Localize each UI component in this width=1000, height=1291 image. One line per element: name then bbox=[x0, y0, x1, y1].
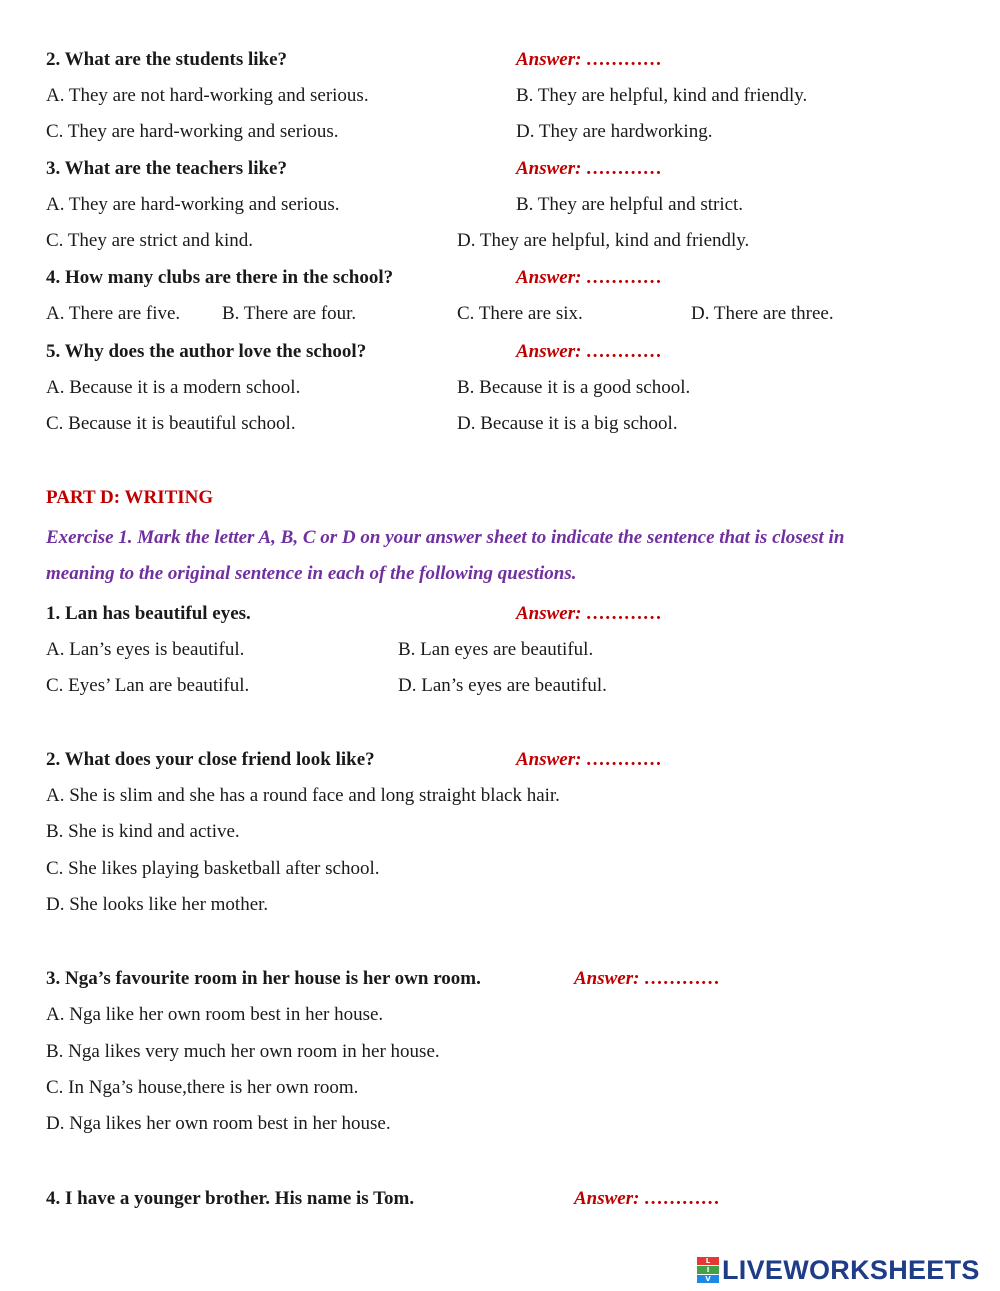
option-a: A. They are not hard-working and serious. bbox=[46, 85, 369, 106]
option-d: D. They are helpful, kind and friendly. bbox=[457, 230, 750, 251]
option-d: D. There are three. bbox=[691, 303, 834, 324]
question-2-text: 2. What are the students like? bbox=[46, 49, 288, 70]
question-3-text: 3. What are the teachers like? bbox=[46, 158, 287, 179]
writing-answer-blank-3[interactable]: Answer: ………… bbox=[574, 968, 721, 989]
option-c: C. Eyes’ Lan are beautiful. bbox=[46, 675, 250, 696]
option-c: C. There are six. bbox=[457, 303, 583, 324]
option-b: B. There are four. bbox=[222, 303, 357, 324]
question-4-text: 4. How many clubs are there in the school? bbox=[46, 267, 394, 288]
option-c: C. She likes playing basketball after school. bbox=[46, 858, 380, 879]
exercise-instruction-line-2: meaning to the original sentence in each of the following questions. bbox=[46, 563, 577, 584]
option-c: C. Because it is beautiful school. bbox=[46, 413, 296, 434]
option-b: B. They are helpful, kind and friendly. bbox=[516, 85, 808, 106]
option-d: D. Because it is a big school. bbox=[457, 413, 678, 434]
logo-mark-letter: I bbox=[697, 1266, 719, 1274]
option-a: A. Nga like her own room best in her house. bbox=[46, 1004, 384, 1025]
writing-question-1-text: 1. Lan has beautiful eyes. bbox=[46, 603, 251, 624]
option-b: B. Nga likes very much her own room in her house. bbox=[46, 1041, 440, 1062]
option-b: B. Because it is a good school. bbox=[457, 377, 691, 398]
writing-question-4-text: 4. I have a younger brother. His name is Tom. bbox=[46, 1188, 415, 1209]
option-b: B. Lan eyes are beautiful. bbox=[398, 639, 594, 660]
answer-blank-4[interactable]: Answer: ………… bbox=[516, 267, 663, 288]
part-d-title: PART D: WRITING bbox=[46, 487, 214, 508]
liveworksheets-logo-icon bbox=[697, 1257, 719, 1283]
option-d: D. Lan’s eyes are beautiful. bbox=[398, 675, 607, 696]
question-5-text: 5. Why does the author love the school? bbox=[46, 341, 367, 362]
option-a: A. She is slim and she has a round face and long straight black hair. bbox=[46, 785, 560, 806]
writing-question-2-text: 2. What does your close friend look like? bbox=[46, 749, 375, 770]
option-a: A. They are hard-working and serious. bbox=[46, 194, 340, 215]
option-a: A. Lan’s eyes is beautiful. bbox=[46, 639, 245, 660]
option-d: D. She looks like her mother. bbox=[46, 894, 269, 915]
answer-blank-3[interactable]: Answer: ………… bbox=[516, 158, 663, 179]
writing-answer-blank-2[interactable]: Answer: ………… bbox=[516, 749, 663, 770]
option-a: A. Because it is a modern school. bbox=[46, 377, 301, 398]
logo-mark-letter: L bbox=[697, 1257, 719, 1265]
option-d: D. Nga likes her own room best in her house. bbox=[46, 1113, 391, 1134]
option-b: B. They are helpful and strict. bbox=[516, 194, 744, 215]
logo-mark-letter: V bbox=[697, 1275, 719, 1283]
logo-text: LIVEWORKSHEETS bbox=[722, 1254, 980, 1285]
writing-question-3-text: 3. Nga’s favourite room in her house is her own room. bbox=[46, 968, 481, 989]
option-c: C. They are hard-working and serious. bbox=[46, 121, 339, 142]
exercise-instruction-line-1: Exercise 1. Mark the letter A, B, C or D on your answer sheet to indicate the sentence that is closest in bbox=[46, 527, 845, 548]
option-d: D. They are hardworking. bbox=[516, 121, 713, 142]
option-c: C. In Nga’s house,there is her own room. bbox=[46, 1077, 359, 1098]
writing-answer-blank-4[interactable]: Answer: ………… bbox=[574, 1188, 721, 1209]
answer-blank-2[interactable]: Answer: ………… bbox=[516, 49, 663, 70]
option-b: B. She is kind and active. bbox=[46, 821, 240, 842]
option-a: A. There are five. bbox=[46, 303, 181, 324]
option-c: C. They are strict and kind. bbox=[46, 230, 254, 251]
writing-answer-blank-1[interactable]: Answer: ………… bbox=[516, 603, 663, 624]
answer-blank-5[interactable]: Answer: ………… bbox=[516, 341, 663, 362]
liveworksheets-logo bbox=[697, 1255, 980, 1285]
